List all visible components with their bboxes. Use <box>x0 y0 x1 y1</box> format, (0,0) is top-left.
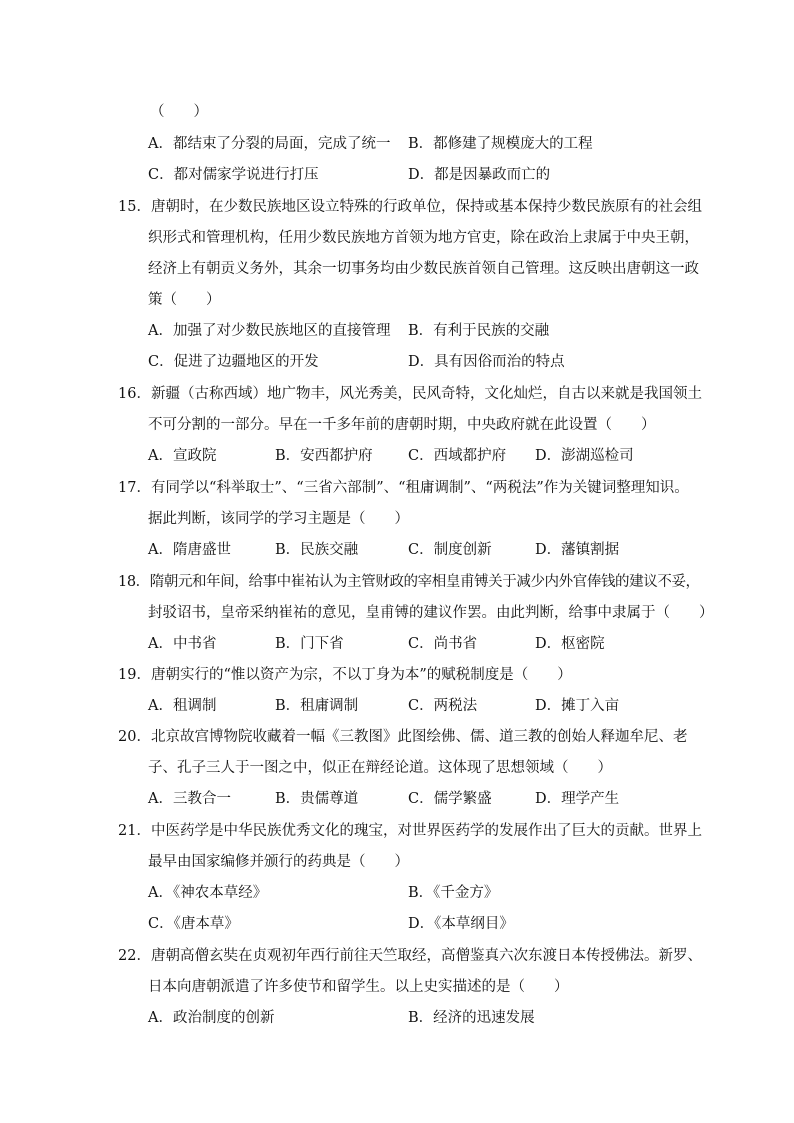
q17-option-b[interactable]: B．民族交融 <box>275 542 359 558</box>
q22-stem-line-1: 22．唐朝高僧玄奘在贞观初年西行前往天竺取经，高僧鉴真六次东渡日本传授佛法。新罗、 <box>118 948 702 964</box>
q16-option-b[interactable]: B．安西都护府 <box>275 448 373 464</box>
q21-option-d[interactable]: D．《本草纲目》 <box>408 916 514 932</box>
q15-option-a[interactable]: A．加强了对少数民族地区的直接管理 <box>148 323 391 339</box>
q20-option-a[interactable]: A．三教合一 <box>148 791 231 807</box>
q18-option-b[interactable]: B．门下省 <box>275 636 344 652</box>
q18-stem-line-2: 封驳诏书，皇帝采纳崔祐的意见，皇甫镈的建议作罢。由此判断，给事中隶属于（ ） <box>148 605 714 621</box>
q20-option-d[interactable]: D．理学产生 <box>535 791 620 807</box>
q19-stem-line-1: 19．唐朝实行的“惟以资产为宗，不以丁身为本”的赋税制度是（ ） <box>118 667 572 683</box>
q19-option-d[interactable]: D．摊丁入亩 <box>535 698 620 714</box>
q17-option-d[interactable]: D．藩镇割据 <box>535 542 620 558</box>
q21-option-c[interactable]: C．《唐本草》 <box>148 916 239 932</box>
q17-option-a[interactable]: A．隋唐盛世 <box>148 542 231 558</box>
q18-option-a[interactable]: A．中书省 <box>148 636 217 652</box>
q22-option-b[interactable]: B．经济的迅速发展 <box>408 1010 535 1026</box>
q18-option-c[interactable]: C．尚书省 <box>408 636 478 652</box>
q20-option-c[interactable]: C．儒学繁盛 <box>408 791 492 807</box>
q19-option-c[interactable]: C．两税法 <box>408 698 478 714</box>
q16-option-a[interactable]: A．宣政院 <box>148 448 217 464</box>
q18-option-d[interactable]: D．枢密院 <box>535 636 605 652</box>
q14-option-c[interactable]: C．都对儒家学说进行打压 <box>148 167 319 183</box>
q18-stem-line-1: 18．隋朝元和年间，给事中崔祐认为主管财政的宰相皇甫镈关于减少内外官俸钱的建议不妥， <box>118 574 700 590</box>
q14-option-a[interactable]: A．都结束了分裂的局面，完成了统一 <box>148 136 391 152</box>
q21-stem-line-1: 21．中医药学是中华民族优秀文化的瑰宝，对世界医药学的发展作出了巨大的贡献。世界上 <box>118 823 702 839</box>
q16-stem-line-2: 不可分割的一部分。早在一千多年前的唐朝时期，中央政府就在此设置（ ） <box>148 417 656 433</box>
q20-option-b[interactable]: B．贵儒尊道 <box>275 791 359 807</box>
q21-stem-line-2: 最早由国家编修并颁行的药典是（ ） <box>148 854 409 870</box>
q16-stem-line-1: 16．新疆（古称西域）地广物丰，风光秀美，民风奇特，文化灿烂，自古以来就是我国领土 <box>118 386 702 402</box>
q22-option-a[interactable]: A．政治制度的创新 <box>148 1010 275 1026</box>
q15-option-d[interactable]: D．具有因俗而治的特点 <box>408 354 565 370</box>
q14-stem-tail: （ ） <box>150 104 208 120</box>
q21-option-a[interactable]: A．《神农本草经》 <box>148 885 268 901</box>
q22-stem-line-2: 日本向唐朝派遣了许多使节和留学生。以上史实描述的是（ ） <box>148 979 569 995</box>
q17-option-c[interactable]: C．制度创新 <box>408 542 492 558</box>
q19-option-a[interactable]: A．租调制 <box>148 698 217 714</box>
q15-option-c[interactable]: C．促进了边疆地区的开发 <box>148 354 319 370</box>
q16-option-c[interactable]: C．西域都护府 <box>408 448 507 464</box>
q15-stem-line-2: 织形式和管理机构，任用少数民族地方首领为地方官吏，除在政治上隶属于中央王朝， <box>148 230 699 246</box>
q19-option-b[interactable]: B．租庸调制 <box>275 698 359 714</box>
q15-option-b[interactable]: B．有利于民族的交融 <box>408 323 550 339</box>
q20-stem-line-2: 子、孔子三人于一图之中，似正在辩经论道。这体现了思想领域（ ） <box>148 760 612 776</box>
q16-option-d[interactable]: D．澎湖巡检司 <box>535 448 634 464</box>
q21-option-b[interactable]: B．《千金方》 <box>408 885 499 901</box>
q14-option-d[interactable]: D．都是因暴政而亡的 <box>408 167 551 183</box>
q14-option-b[interactable]: B．都修建了规模庞大的工程 <box>408 136 593 152</box>
q15-stem-line-3: 经济上有朝贡义务外，其余一切事务均由少数民族首领自己管理。这反映出唐朝这一政 <box>148 261 699 277</box>
q20-stem-line-1: 20．北京故宫博物院收藏着一幅《三教图》此图绘佛、儒、道三教的创始人释迦牟尼、老 <box>118 729 688 745</box>
q15-stem-line-4: 策（ ） <box>148 292 221 308</box>
q17-stem-line-2: 据此判断，该同学的学习主题是（ ） <box>148 511 409 527</box>
q17-stem-line-1: 17．有同学以“科举取士”、“三省六部制”、“租庸调制”、“两税法”作为关键词整理知识。 <box>118 480 689 496</box>
q15-stem-line-1: 15．唐朝时，在少数民族地区设立特殊的行政单位，保持或基本保持少数民族原有的社会组 <box>118 199 702 215</box>
